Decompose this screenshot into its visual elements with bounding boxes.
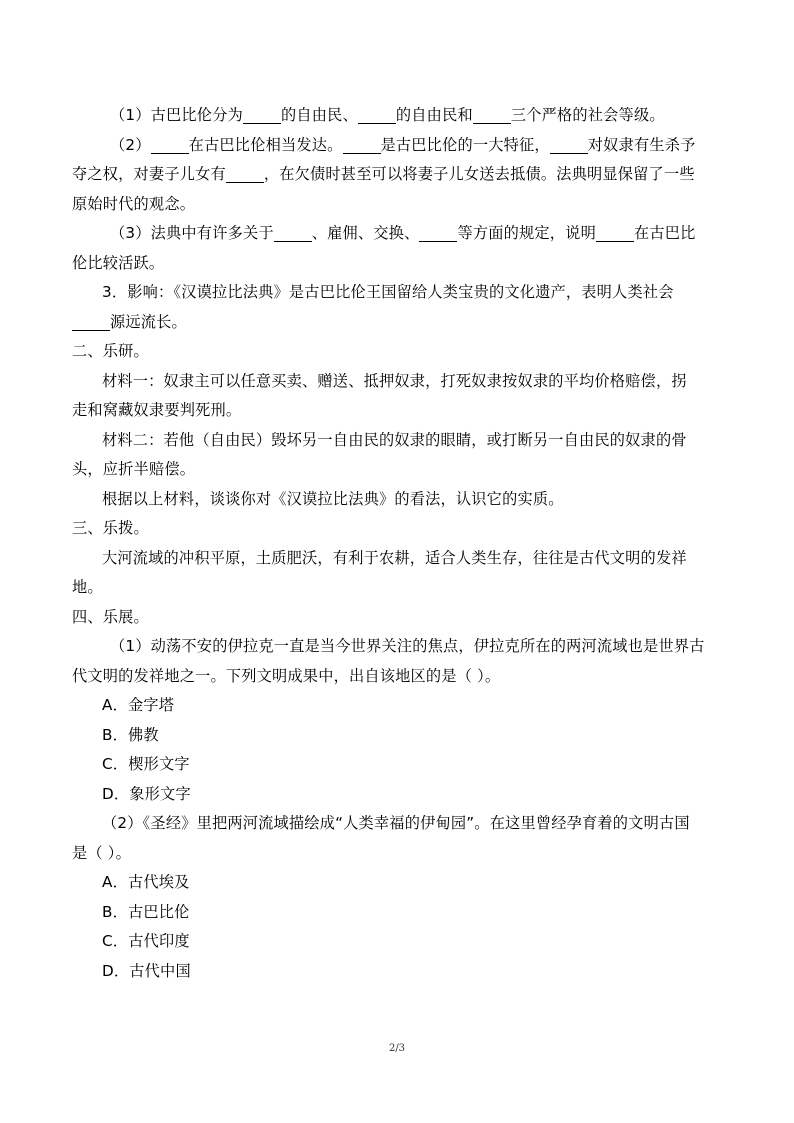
blank [226, 164, 264, 183]
line-q2-end: 原始时代的观念。 [72, 194, 196, 213]
section-heading: 二、乐研。 [72, 342, 149, 360]
line-q2-cont: 夺之权，对妻子儿女有 ，在欠债时甚至可以将妻子儿女送去抵债。法典明显保留了一些 [72, 165, 695, 183]
material-1: 材料一：奴隶主可以任意买卖、赠送、抵押奴隶，打死奴隶按奴隶的平均价格赔偿，拐 [102, 371, 687, 390]
option-c: C．楔形文字 [102, 755, 190, 773]
blank [550, 135, 588, 154]
section-heading: 三、乐拨。 [72, 519, 149, 537]
blank [72, 312, 110, 331]
blank [274, 223, 312, 242]
blank [596, 223, 634, 242]
page-content [72, 101, 724, 986]
paragraph-text-cont: 地。 [72, 578, 103, 596]
paragraph-text: 大河流域的冲积平原，土质肥沃，有利于农耕，适合人类生存，往往是古代文明的发祥 [102, 548, 687, 567]
question-2-cont: 是（ ）。 [72, 843, 131, 862]
blank [151, 135, 189, 154]
option-a: A．古代埃及 [102, 873, 190, 891]
blank [243, 105, 281, 124]
blank [343, 135, 381, 154]
section-heading: 四、乐展。 [72, 607, 149, 626]
option-b: B．古巴比伦 [102, 902, 190, 921]
option-c: C．古代印度 [102, 932, 190, 950]
line-q3-cont: 伦比较活跃。 [72, 253, 165, 272]
line-influence-cont: 源远流长。 [72, 308, 724, 338]
blank [473, 105, 511, 124]
question-1-cont: 代文明的发祥地之一。下列文明成果中，出自该地区的是（ ）。 [72, 666, 501, 685]
line-q3: （3）法典中有许多关于 、雇佣、交换、 等方面的规定，说明 在古巴比 [110, 224, 696, 242]
material-2: 材料二：若他（自由民）毁坏另一自由民的奴隶的眼睛，或打断另一自由民的奴隶的骨 [102, 430, 687, 449]
page-number: 2/3 [388, 1043, 406, 1054]
question-1: （1）动荡不安的伊拉克一直是当今世界关注的焦点，伊拉克所在的两河流域也是世界古 [110, 637, 705, 655]
blank [358, 105, 396, 124]
material-2-cont: 头，应折半赔偿。 [72, 460, 196, 478]
blank [419, 223, 457, 242]
material-1-cont: 走和窝藏奴隶要判死刑。 [72, 401, 242, 419]
option-d: D．古代中国 [102, 961, 191, 980]
line-q2: （2） 在古巴比伦相当发达。 是古巴比伦的一大特征， 对奴隶有生杀予 [110, 135, 696, 154]
option-d: D．象形文字 [102, 784, 191, 803]
option-a: A．金字塔 [102, 696, 175, 714]
line-q1: （1）古巴比伦分为 的自由民、 的自由民和 三个严格的社会等级。 [110, 106, 665, 124]
question-text: 根据以上材料，谈谈你对《汉谟拉比法典》的看法，认识它的实质。 [102, 489, 564, 508]
line-influence: 3．影响：《汉谟拉比法典》是古巴比伦王国留给人类宝贵的文化遗产，表明人类社会 [102, 283, 674, 301]
question-2: （2）《圣经》里把两河流域描绘成“人类幸福的伊甸园”。在这里曾经孕育着的文明古国 [102, 814, 690, 832]
option-b: B．佛教 [102, 725, 159, 744]
